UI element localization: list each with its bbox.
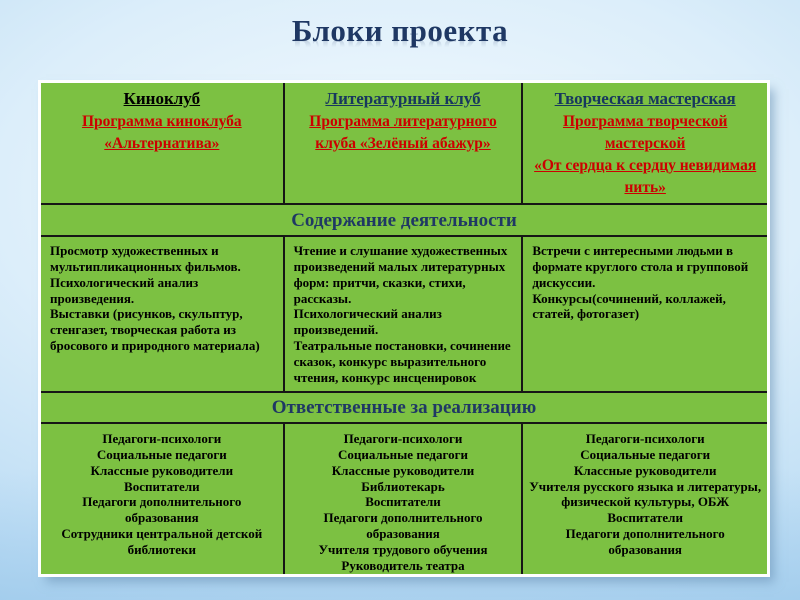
column-links [47,111,277,155]
responsible-item: Педагоги-психологи [585,431,705,446]
responsible-item: Классные руководители [90,462,234,478]
responsible-item: Педагоги дополнительного образования [323,510,483,542]
responsible-item: Педагоги-психологи [102,431,222,446]
responsible-cell-literary-club [285,424,522,574]
column-header-literary-club [285,83,522,203]
content-paragraph: Чтение и слушание художественных произведений малых литературных форм: притчи, сказки, стихи, рассказы. [293,243,508,306]
responsible-item: Воспитатели [124,478,200,494]
content-paragraph: Просмотр художественных и мультипликационных фильмов. [50,243,241,274]
page-title-text: Блоки проекта [291,13,509,48]
responsible-item: Классные руководители [331,462,475,478]
column-header-cinema-club [41,83,283,203]
content-paragraph: Выставки (рисунков, скульптур, стенгазет, творческая работа из бросового и природного материала) [50,306,260,354]
responsible-item: Руководитель театра [341,557,465,573]
column-header-creative-workshop [523,83,767,203]
responsible-item: Педагоги-психологи [343,431,463,446]
responsible-item: Библиотекарь [361,478,445,494]
section-header-content: Содержание деятельности [41,205,767,235]
responsible-item: Социальные педагоги [96,446,227,462]
column-title: Творческая мастерская [554,89,736,108]
responsible-cell-creative-workshop [523,424,767,574]
section-header-responsible: Ответственные за реализацию [41,393,767,422]
content-cell-creative-workshop [523,237,767,391]
program-link[interactable]: «От сердца к сердцу невидимая нить» [534,157,757,197]
responsible-item: Сотрудники центральной детской библиотеки [61,526,263,558]
content-paragraph: Психологический анализ произведения. [50,274,199,306]
program-link[interactable]: Программа творческой мастерской [562,113,728,153]
responsible-item: Социальные педагоги [580,446,711,462]
responsible-item: Учителя трудового обучения [318,542,488,558]
program-link[interactable]: Программа литературного клуба «Зелёный абажур» [309,113,497,153]
responsible-item: Социальные педагоги [338,446,468,462]
responsible-item: Педагоги дополнительного образования [565,526,725,558]
content-paragraph: Театральные постановки, сочинение сказок, конкурс выразительного чтения, конкурс инсценировок [293,338,511,385]
responsible-item: Учителя русского языка и литературы, физической культуры, ОБЖ [529,478,762,510]
content-paragraph: Встречи с интересными людьми в формате круглого стола и групповой дискуссии. [532,243,749,290]
content-paragraph: Психологический анализ произведений. [293,306,442,338]
column-title: Литературный клуб [325,89,481,108]
responsible-item: Воспитатели [365,494,441,510]
content-cell-literary-club [285,237,522,391]
responsible-cell-cinema-club [41,424,283,574]
column-links [529,111,761,199]
content-paragraph: Конкурсы(сочинений, коллажей, статей, фотогазет) [532,290,726,322]
program-link[interactable]: Программа киноклуба «Альтернатива» [81,113,242,153]
responsible-item: Педагоги дополнительного образования [82,494,242,526]
responsible-item: Воспитатели [607,510,683,526]
project-blocks-table [38,80,770,577]
column-title: Киноклуб [123,89,201,108]
content-cell-cinema-club [41,237,283,391]
column-links [291,111,516,155]
responsible-item: Классные руководители [573,462,717,478]
page-title [0,12,800,49]
